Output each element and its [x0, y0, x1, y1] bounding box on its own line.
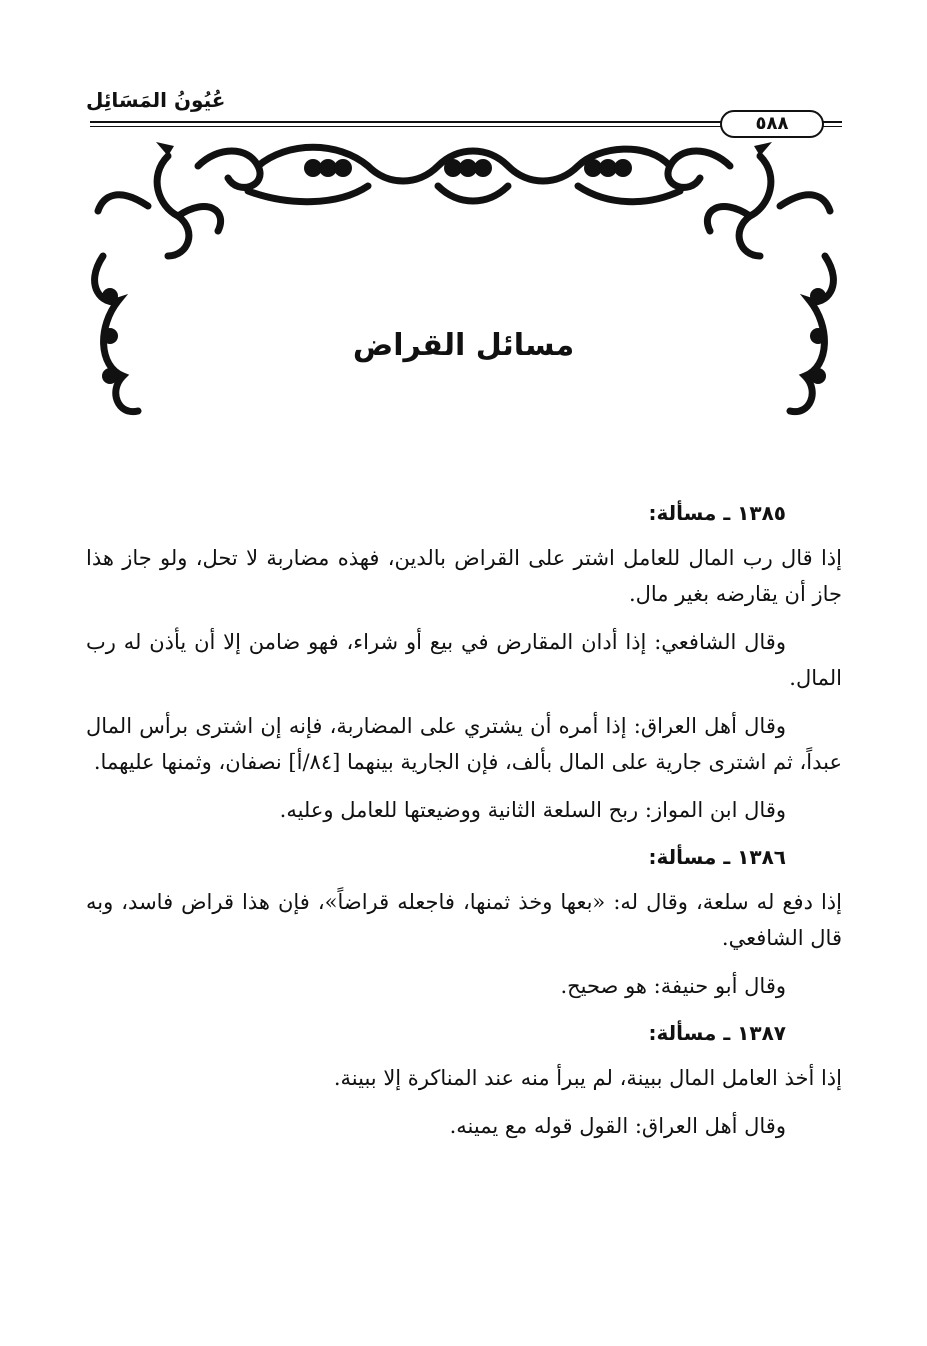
paragraph: وقال أهل العراق: إذا أمره أن يشتري على المضاربة، فإنه إن اشترى برأس المال عبداً، ثم اشترى جارية على المال بألف، فإن الجارية بينهما [٨٤/أ] نصفان، وثمنها عليهما.	[86, 714, 842, 774]
issue-heading: ١٣٨٧ ـ مسألة:	[648, 1021, 786, 1045]
paragraph: إذا قال رب المال للعامل اشتر على القراض بالدين، فهذه مضاربة لا تحل، ولو جاز هذا جاز أن يقارضه بغير مال.	[86, 546, 842, 606]
main-text	[86, 496, 842, 1156]
paragraph: إذا دفع له سلعة، وقال له: «بعها وخذ ثمنها، فاجعله قراضاً»، فإن هذا قراض فاسد، وبه قال الشافعي.	[86, 890, 842, 950]
issue-heading: ١٣٨٦ ـ مسألة:	[648, 845, 786, 869]
chapter-title: مسائل القراض	[352, 328, 575, 363]
paragraph: وقال أهل العراق: القول قوله مع يمينه.	[449, 1114, 786, 1138]
chapter-ornament-frame	[88, 136, 840, 426]
paragraph: وقال الشافعي: إذا أدان المقارض في بيع أو شراء، فهو ضامن إلا أن يأذن له رب المال.	[86, 630, 842, 690]
paragraph: وقال ابن المواز: ربح السلعة الثانية ووضيعتها للعامل وعليه.	[279, 798, 786, 822]
issue-heading: ١٣٨٥ ـ مسألة:	[648, 501, 786, 525]
page-number: ٥٨٨	[720, 110, 824, 138]
paragraph: إذا أخذ العامل المال ببينة، لم يبرأ منه عند المناكرة إلا ببينة.	[333, 1066, 842, 1090]
running-title: عُيُونُ المَسَائِل	[86, 88, 226, 112]
header-rule	[90, 112, 842, 134]
paragraph: وقال أبو حنيفة: هو صحيح.	[560, 974, 786, 998]
